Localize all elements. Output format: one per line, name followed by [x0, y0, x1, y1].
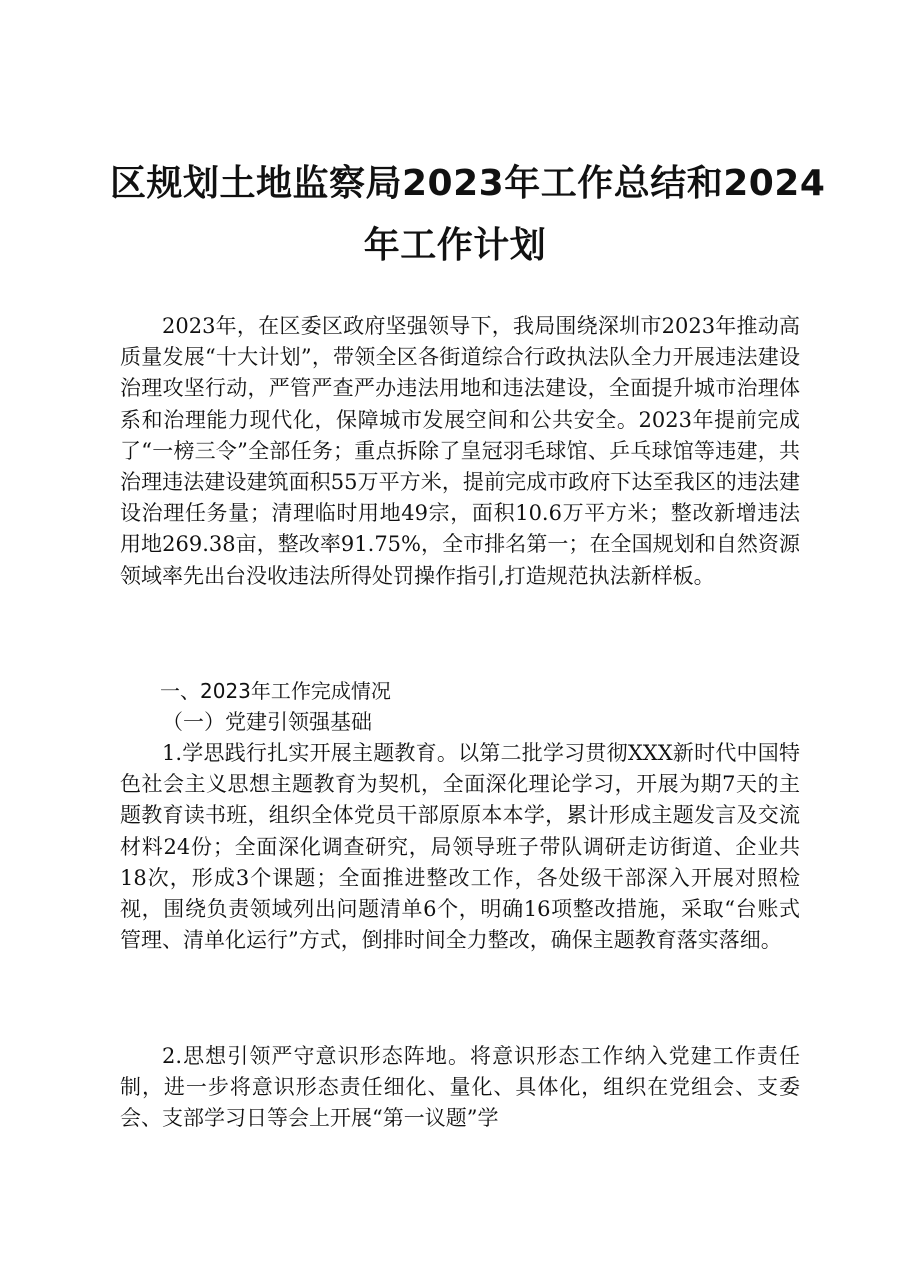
item-paragraph-1: 1.学思践行扎实开展主题教育。以第二批学习贯彻XXX新时代中国特色社会主义思想主题教育为契机，全面深化理论学习，开展为期7天的主题教育读书班，组织全体党员干部原原本本学，累计形成主题发言及交流材料24份；全面深化调查研究，局领导班子带队调研走访街道、企业共18次，形成3个课题；全面推进整改工作，各处级干部深入开展对照检视，围绕负责领域列出问题清单6个，明确16项整改措施，采取“台账式管理、清单化运行”方式，倒排时间全力整改，确保主题教育落实落细。	[120, 741, 800, 953]
subsection-heading-1: （一）党建引领强基础	[162, 710, 372, 734]
section-heading-1: 一、2023年工作完成情况	[160, 679, 391, 703]
intro-paragraph: 2023年，在区委区政府坚强领导下，我局围绕深圳市2023年推动高质量发展“十大计划”，带领全区各街道综合行政执法队全力开展违法建设治理攻坚行动，严管严查严办违法用地和违法建设，全面提升城市治理体系和治理能力现代化，保障城市发展空间和公共安全。2023年提前完成了“一榜三令”全部任务；重点拆除了皇冠羽毛球馆、乒乓球馆等违建，共治理违法建设建筑面积55万平方米，提前完成市政府下达至我区的违法建设治理任务量；清理临时用地49宗，面积10.6万平方米；整改新增违法用地269.38亩，整改率91.75%，全市排名第一；在全国规划和自然资源领域率先出台没收违法所得处罚操作指引,打造规范执法新样板。	[120, 314, 800, 588]
item-paragraph-2: 2.思想引领严守意识形态阵地。将意识形态工作纳入党建工作责任制，进一步将意识形态责任细化、量化、具体化，组织在党组会、支委会、支部学习日等会上开展“第一议题”学	[120, 1044, 800, 1131]
document-title-line-2: 年工作计划	[363, 225, 547, 266]
document-title-line-1: 区规划土地监察局2023年工作总结和2024	[110, 163, 826, 204]
